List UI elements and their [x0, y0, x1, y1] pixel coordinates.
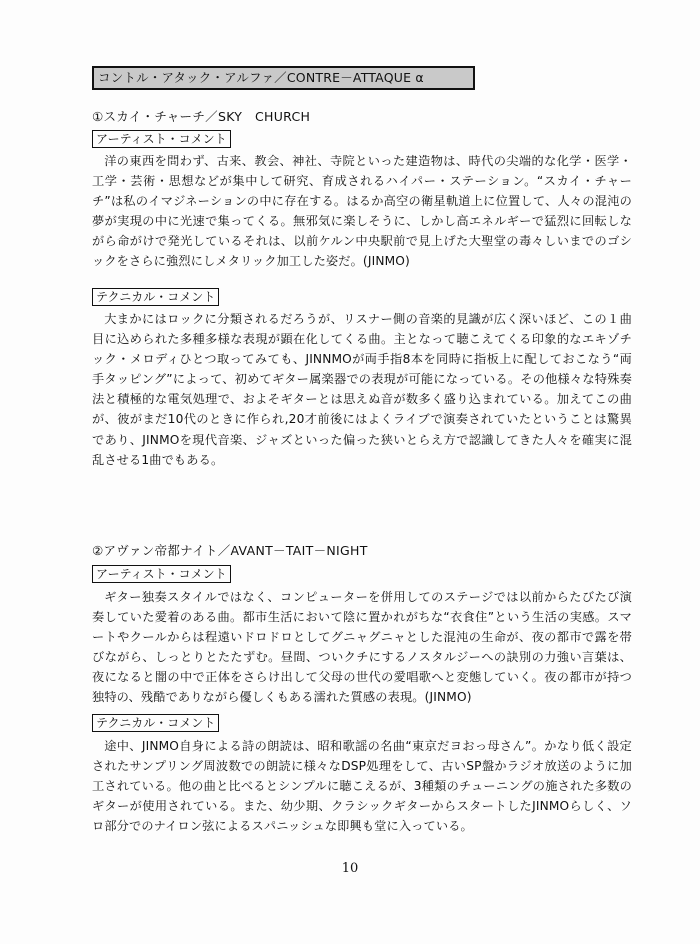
track-2-technical-comment: 途中、JINMO自身による詩の朗読は、昭和歌謡の名曲“東京だヨおっ母さん”。かなり低く設定されたサンプリング周波数での朗読に様々なDSP処理をして、古いSP盤かラジオ放送のように加工されている。他の曲と比べるとシンプルに聴こえるが、3種類のチューニングの施された多数のギターが使用されている。また、幼少期、クラシックギターからスタートしたJINMOらしく、ソロ部分でのナイロン弦によるスパニッシュな即興も堂に入っている。	[92, 739, 632, 834]
track-2-artist-comment-label: アーティスト・コメント	[92, 565, 231, 583]
track-1-technical-comment: 大まかにはロックに分類されるだろうが、リスナー側の音楽的見識が広く深いほど、この１曲目に込められた多種多様な表現が顕在化してくる曲。主となって聴こえてくる印象的なエキゾチック・メロディひとつ取ってみても、JINNMOが両手指8本を同時に指板上に配しておこなう“両手タッピング”によって、初めてギター属楽器での表現が可能になっている。その他様々な特殊奏法と積極的な電気処理で、およそギターとは思えぬ音が数多く盛り込まれている。加えてこの曲が、彼がまだ10代のときに作られ,20才前後にはよくライブで演奏されていたということは驚異であり、JINMOを現代音楽、ジャズといった偏った狭いとらえ方で認識してきた人々を確実に混乱させる1曲でもある。	[92, 312, 632, 467]
track-2-artist-comment: ギター独奏スタイルではなく、コンピューターを併用してのステージでは以前からたびたび演奏していた愛着のある曲。都市生活において陰に置かれがちな“衣食住”という生活の実感。スマートやクールからは程遠いドロドロとしてグニャグニャとした混沌の生命が、夜の都市で露を帯びながら、しっとりとたたずむ。昼間、ついクチにするノスタルジーへの訣別の力強い言葉は、夜になると闇の中で正体をさらけ出して父母の世代の愛唱歌へと変態していく。夜の都市が持つ独特の、残酷でありながら優しくもある濡れた質感の表現。(JINMO)	[92, 590, 632, 705]
track-1-artist-comment-label: アーティスト・コメント	[92, 130, 231, 148]
track-2-technical-comment-label: テクニカル・コメント	[92, 714, 219, 732]
track-1-technical-comment-label: テクニカル・コメント	[92, 288, 219, 306]
page-number: 10	[341, 861, 359, 876]
track-2-heading: ②アヴァン帝都ナイト／AVANT－TAIT－NIGHT	[92, 543, 368, 558]
album-title: コントル・アタック・アルファ／CONTRE－ATTAQUE α	[92, 66, 475, 90]
track-1-heading: ①スカイ・チャーチ／SKY CHURCH	[92, 109, 311, 124]
track-1-artist-comment: 洋の東西を問わず、古来、教会、神社、寺院といった建造物は、時代の尖端的な化学・医学・工学・芸術・思想などが集中して研究、育成されるハイパー・ステーション。“スカイ・チャーチ”は私のイマジネーションの中に存在する。はるか高空の衛星軌道上に位置して、人々の混沌の夢が実現の中に光速で集ってくる。無邪気に楽しそうに、しかし高エネルギーで猛烈に回転しながら命がけで発光しているそれは、以前ケルン中央駅前で見上げた大聖堂の毒々しいまでのゴシックをさらに強烈にしメタリック加工した姿だ。(JINMO)	[92, 154, 632, 269]
